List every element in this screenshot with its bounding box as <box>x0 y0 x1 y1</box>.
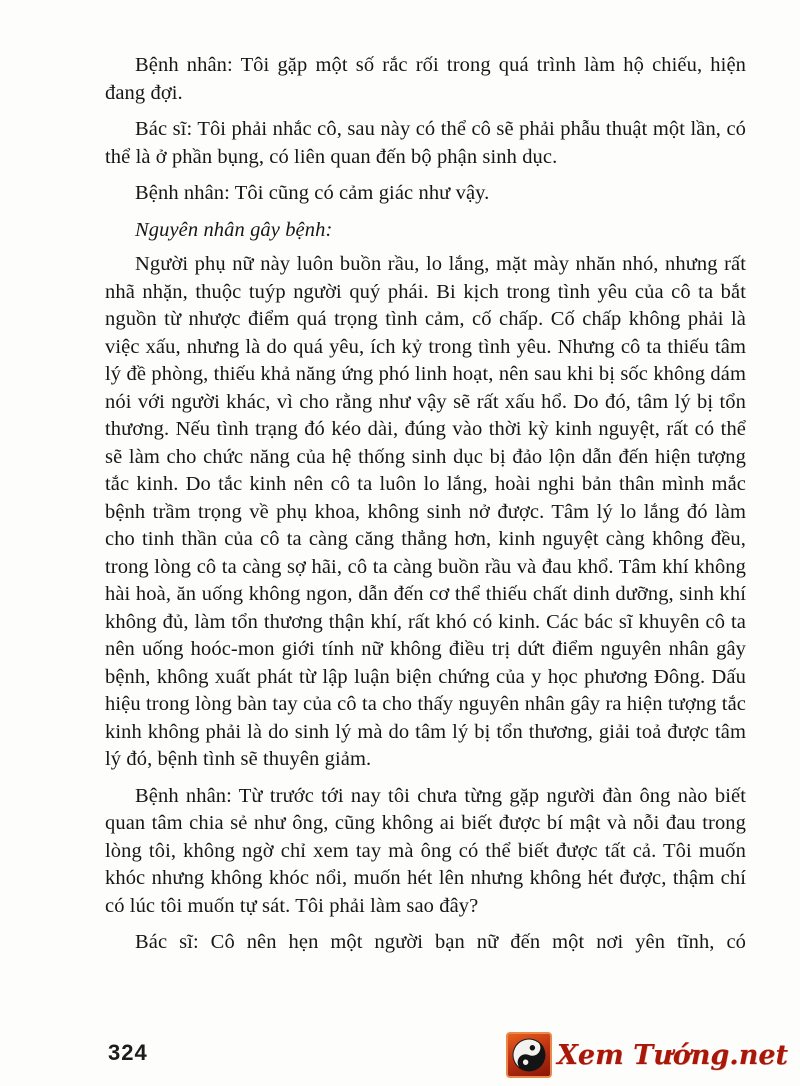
page-number: 324 <box>108 1040 148 1065</box>
page-footer <box>0 1022 800 1086</box>
paragraph-doctor-2: Bác sĩ: Cô nên hẹn một người bạn nữ đến một nơi yên tĩnh, có <box>135 931 746 953</box>
paragraph-analysis: Người phụ nữ này luôn buồn rầu, lo lắng, mặt mày nhăn nhó, nhưng rất nhã nhặn, thuộc tuýp người quý phái. Bi kịch trong tình yêu của cô ta bắt nguồn từ nhược điểm quá trọng tình cảm, cố chấp. Cố chấp không phải là việc xấu, nhưng là do quá yêu, ích kỷ trong tình yêu. Nhưng cô ta thiếu tâm lý đề phòng, thiếu khả năng ứng phó linh hoạt, nên sau khi bị sốc không dám nói với người khác, vì cho rằng như vậy sẽ rất xấu hổ. Do đó, tâm lý bị tổn thương. Nếu tình trạng đó kéo dài, đúng vào thời kỳ kinh nguyệt, rất có thể sẽ làm cho chức năng của hệ thống sinh dục bị đảo lộn dẫn đến hiện tượng tắc kinh. Do tắc kinh nên cô ta luôn lo lắng, hoài nghi bản thân mình mắc bệnh trầm trọng về phụ khoa, không sinh nở được. Tâm lý lo lắng đó làm cho tinh thần của cô ta càng căng thẳng hơn, kinh nguyệt càng không đều, trong lòng cô ta càng sợ hãi, cô ta càng buồn rầu và đau khổ. Tâm khí không hài hoà, ăn uống không ngon, dẫn đến cơ thể thiếu chất dinh dưỡng, sinh khí không đủ, làm tổn thương thận khí, rất khó có kinh. Các bác sĩ khuyên cô ta nên uống hoóc-mon giới tính nữ không điều trị dứt điểm nguyên nhân gây bệnh, không xuất phát từ lập luận biện chứng của y học phương Đông. Dấu hiệu trong lòng bàn tay của cô ta cho thấy nguyên nhân gây ra hiện tượng tắc kinh không phải là do sinh lý mà do tâm lý bị tổn thương, giải toả được tâm lý đó, bệnh tình sẽ thuyên giảm. <box>105 253 746 770</box>
page-text-block <box>105 52 746 966</box>
paragraph-patient-1: Bệnh nhân: Tôi gặp một số rắc rối trong quá trình làm hộ chiếu, hiện đang đợi. <box>105 54 746 104</box>
section-heading-cause: Nguyên nhân gây bệnh: <box>135 218 333 241</box>
watermark-logo <box>506 1032 788 1078</box>
watermark-site-name: Xem Tướng.net <box>556 1039 788 1071</box>
paragraph-doctor-1: Bác sĩ: Tôi phải nhắc cô, sau này có thể cô sẽ phải phẫu thuật một lần, có thể là ở phần bụng, có liên quan đến bộ phận sinh dục. <box>105 118 746 168</box>
yin-yang-icon <box>506 1032 552 1078</box>
paragraph-patient-3: Bệnh nhân: Từ trước tới nay tôi chưa từng gặp người đàn ông nào biết quan tâm chia sẻ như ông, cũng không ai biết được bí mật và nỗi đau trong lòng tôi, không ngờ chỉ xem tay mà ông có thể biết được tất cả. Tôi muốn khóc nhưng không khóc nổi, muốn hét lên nhưng không hét được, thậm chí có lúc tôi muốn tự sát. Tôi phải làm sao đây? <box>105 784 746 917</box>
paragraph-patient-2: Bệnh nhân: Tôi cũng có cảm giác như vậy. <box>135 182 490 204</box>
